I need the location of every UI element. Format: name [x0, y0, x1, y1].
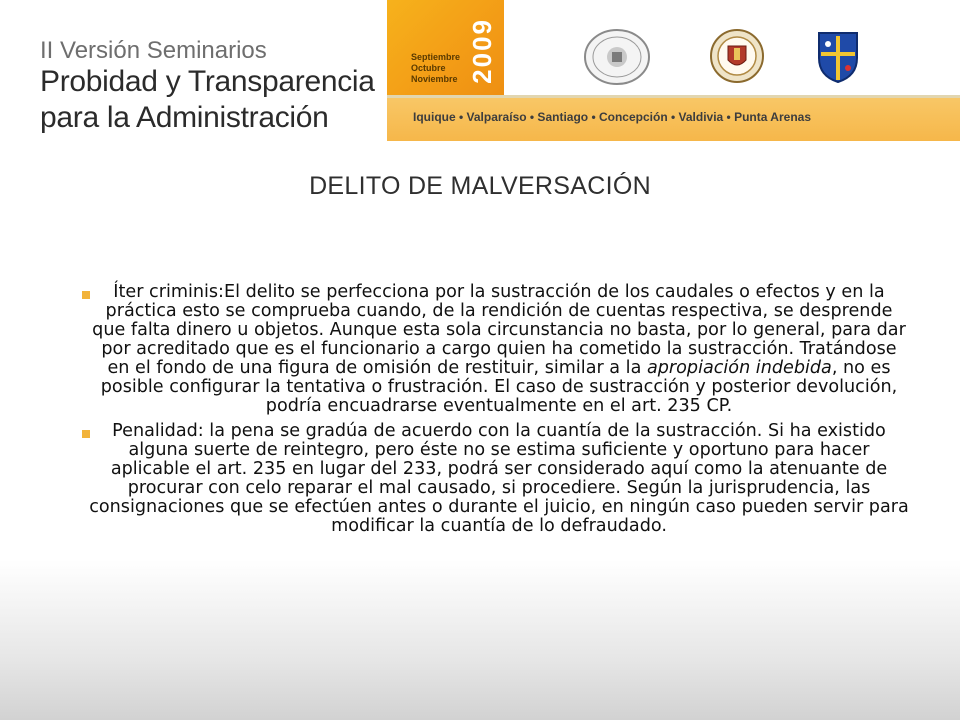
- month-3: Noviembre: [411, 74, 458, 84]
- bullet-iter-criminis: [58, 283, 910, 416]
- bullet-list: [58, 283, 910, 542]
- bullet-1-text-start: Íter criminis:El delito se perfecciona por la sustracción de los caudales o efectos y en la práctica esto se comprueba cuando, de la rendición de cuentas respectiva, se desprende que falta dinero u objetos. Aunque esta sola circunstancia no basta, por lo general, para dar por acreditado que es el funcionario a cargo quien ha cometido la sustracción. Tratándose en el fondo de una figura de omisión de restituir, similar a la: [92, 282, 906, 378]
- bullet-penalidad: [58, 422, 910, 536]
- bullet-1-text-end: , no es posible configurar la tentativa o frustración. El caso de sustracción y posterior devolución, podría encuadrarse eventualmente en el art. 235 CP.: [100, 358, 898, 416]
- bullet-1-italic: apropiación indebida: [646, 358, 832, 378]
- year-label: 2009: [467, 18, 497, 84]
- bullet-square-icon: [82, 291, 90, 299]
- month-1: Septiembre: [411, 52, 461, 62]
- bullet-square-icon: [82, 430, 90, 438]
- bullet-2-text: Penalidad: la pena se gradúa de acuerdo con la cuantía de la sustracción. Si ha existido alguna suerte de reintegro, pero éste no se estima suficiente y oportuno para hacer aplicable el art. 235 en lugar del 233, podrá ser considerado aquí como la atenuante de procurar con celo reparar el mal causado, si procediere. Según la jurisprudencia, las consignaciones que se efectúen antes o durante el juicio, en ningún caso pueden servir para modificar la cuantía de lo defraudado.: [89, 421, 909, 536]
- cities-strip: [387, 95, 960, 141]
- months-list: [411, 52, 460, 85]
- seminar-header: [40, 38, 375, 136]
- university-seal-icon: [709, 26, 765, 86]
- slide-title: DELITO DE MALVERSACIÓN: [309, 172, 651, 200]
- seminar-title-line2: para la Administración: [40, 101, 329, 134]
- month-2: Octubre: [411, 63, 446, 73]
- contraloria-seal-icon: [582, 28, 652, 86]
- cities-list: Iquique • Valparaíso • Santiago • Concepción • Valdivia • Punta Arenas: [413, 110, 811, 124]
- seminar-title-line1: Probidad y Transparencia: [40, 65, 375, 98]
- shield-logo-icon: [816, 30, 860, 84]
- seminar-edition: II Versión Seminarios: [40, 37, 267, 64]
- date-block: [387, 0, 504, 95]
- institution-logos: [504, 0, 960, 95]
- event-banner: [387, 0, 960, 138]
